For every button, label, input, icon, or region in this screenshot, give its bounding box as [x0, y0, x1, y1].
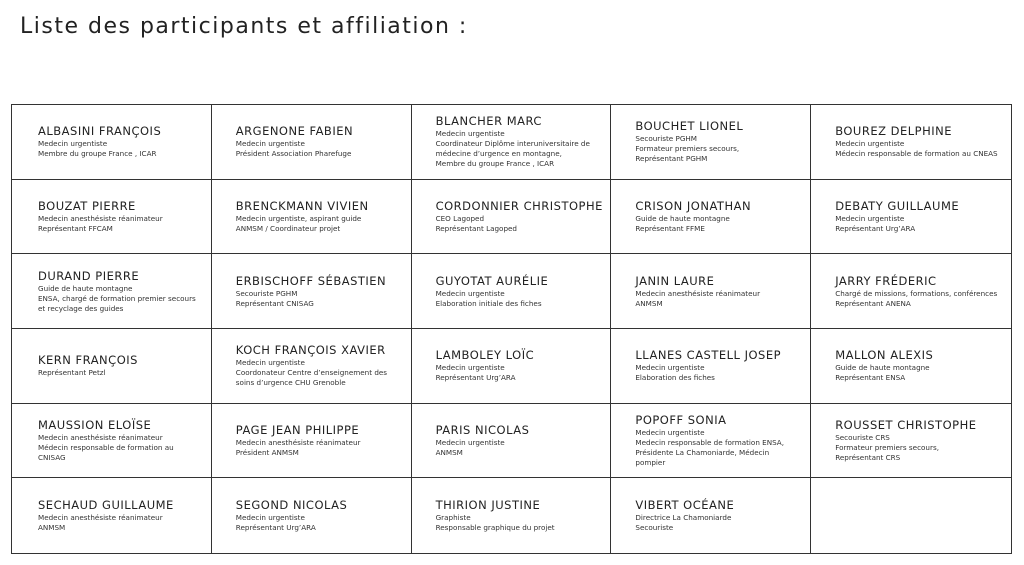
participant-affiliation: Medecin urgentiste [235, 358, 305, 368]
participant-affiliation: Medecin urgentiste [635, 363, 705, 373]
participant-affiliation: Représentant CRS [835, 452, 901, 462]
participant-name: SECHAUD GUILLAUME [38, 498, 174, 513]
participant-affiliation: Président Association Pharefuge [235, 149, 352, 159]
participant-affiliation: Medecin urgentiste [435, 129, 505, 139]
participant-affiliation: Représentant Urg’ARA [435, 373, 516, 383]
participant-affiliation: Guide de haute montagne [635, 213, 730, 223]
participant-cell [212, 478, 412, 553]
participant-affiliation: Représentant Urg’ARA [235, 523, 316, 533]
participant-affiliation: Medecin urgentiste [435, 437, 505, 447]
participant-name: MALLON ALEXIS [835, 348, 934, 363]
participant-name: CORDONNIER CHRISTOPHE [435, 198, 603, 213]
participant-affiliation: Guide de haute montagne [835, 363, 930, 373]
participant-affiliation: Elaboration des fiches [635, 373, 715, 383]
participant-name: ERBISCHOFF SÉBASTIEN [235, 273, 387, 288]
participant-name: LLANES CASTELL JOSEP [635, 348, 782, 363]
participant-affiliation: CEO Lagoped [435, 213, 485, 223]
participant-affiliation: Medecin urgentiste [435, 288, 505, 298]
participant-affiliation: ANMSM [635, 298, 663, 308]
participant-cell [611, 105, 811, 180]
participant-cell [412, 404, 612, 479]
participant-affiliation: Secouriste [635, 523, 674, 533]
participant-affiliation: Medecin urgentiste [38, 139, 108, 149]
participant-name: GUYOTAT AURÉLIE [435, 273, 549, 288]
participant-cell [412, 105, 612, 180]
participant-name: SEGOND NICOLAS [235, 498, 348, 513]
participant-name: BOUZAT PIERRE [38, 198, 136, 213]
participant-affiliation: Medecin urgentiste [435, 363, 505, 373]
participant-name: PARIS NICOLAS [435, 422, 530, 437]
participant-affiliation: ANMSM / Coordinateur projet [235, 223, 341, 233]
participant-cell [12, 105, 212, 180]
participant-affiliation: Représentant ENSA [835, 373, 906, 383]
participant-name: BRENCKMANN VIVIEN [235, 198, 369, 213]
participant-cell [212, 329, 412, 404]
participant-affiliation: Coordinateur Diplôme interuniversitaire de médecine d’urgence en montagne, [435, 139, 590, 159]
participant-affiliation: Medecin anesthésiste réanimateur [38, 213, 163, 223]
participant-name: THIRION JUSTINE [435, 498, 541, 513]
participant-affiliation: ANMSM [435, 447, 463, 457]
page-title: Liste des participants et affiliation : [20, 14, 468, 39]
participant-cell [611, 404, 811, 479]
participant-affiliation: Guide de haute montagne [38, 283, 133, 293]
participant-cell [811, 180, 1011, 255]
participant-name: BOUCHET LIONEL [635, 119, 744, 134]
participant-affiliation: Représentant Lagoped [435, 223, 517, 233]
participant-cell [12, 404, 212, 479]
participant-name: DEBATY GUILLAUME [835, 198, 960, 213]
participant-affiliation: ANMSM [38, 523, 66, 533]
participant-affiliation: Représentant ANENA [835, 298, 911, 308]
participant-affiliation: Coordonateur Centre d’enseignement des soins d’urgence CHU Grenoble [235, 368, 388, 388]
participant-affiliation: Elaboration initiale des fiches [435, 298, 542, 308]
participant-affiliation: Représentant Urg’ARA [835, 223, 916, 233]
participant-name: ROUSSET CHRISTOPHE [835, 417, 977, 432]
participant-affiliation: Représentant PGHM [635, 154, 708, 164]
participant-affiliation: Secouriste PGHM [235, 288, 298, 298]
participant-name: VIBERT OCÉANE [635, 498, 735, 513]
participant-cell [212, 105, 412, 180]
participant-cell [412, 329, 612, 404]
participant-cell [611, 478, 811, 553]
participant-name: KOCH FRANÇOIS XAVIER [235, 343, 386, 358]
participant-affiliation: Medecin responsable de formation ENSA, [635, 437, 784, 447]
participant-name: POPOFF SONIA [635, 412, 727, 427]
participant-affiliation: Représentant Petzl [38, 368, 106, 378]
participant-cell [412, 254, 612, 329]
participant-affiliation: Secouriste CRS [835, 432, 890, 442]
participant-cell [811, 329, 1011, 404]
participant-affiliation: Secouriste PGHM [635, 134, 698, 144]
participant-affiliation: Medecin anesthésiste réanimateur [235, 437, 361, 447]
participant-name: BLANCHER MARC [435, 114, 542, 129]
participant-cell [212, 404, 412, 479]
participant-name: LAMBOLEY LOÏC [435, 348, 535, 363]
participant-name: ARGENONE FABIEN [235, 124, 354, 139]
participant-name: MAUSSION ELOÏSE [38, 417, 152, 432]
participant-name: ALBASINI FRANÇOIS [38, 124, 162, 139]
participant-cell [12, 329, 212, 404]
participant-affiliation: Graphiste [435, 513, 471, 523]
participant-cell [611, 329, 811, 404]
participant-cell [811, 105, 1011, 180]
participant-name: BOUREZ DELPHINE [835, 124, 953, 139]
participant-name: KERN FRANÇOIS [38, 353, 138, 368]
participant-affiliation: Président ANMSM [235, 447, 299, 457]
participant-affiliation: Représentant FFME [635, 223, 705, 233]
participant-affiliation: Médecin responsable de formation au CNEAS [835, 149, 998, 159]
participant-cell [611, 254, 811, 329]
participant-name: PAGE JEAN PHILIPPE [235, 422, 360, 437]
participant-cell [412, 478, 612, 553]
participant-affiliation: Medecin urgentiste, aspirant guide [235, 213, 362, 223]
participant-cell [12, 180, 212, 255]
participant-cell [212, 254, 412, 329]
participant-affiliation: ENSA, chargé de formation premier secours et recyclage des guides [38, 293, 196, 313]
empty-cell [811, 478, 1011, 553]
participant-affiliation: Medecin anesthésiste réanimateur [635, 288, 761, 298]
participant-cell [12, 478, 212, 553]
participant-affiliation: Représentant FFCAM [38, 223, 113, 233]
participant-cell [811, 254, 1011, 329]
participant-affiliation: Formateur premiers secours, [635, 144, 740, 154]
participant-affiliation: Chargé de missions, formations, conférences [835, 288, 998, 298]
participant-affiliation: Medecin urgentiste [235, 513, 305, 523]
participant-affiliation: Représentant CNISAG [235, 298, 314, 308]
participant-affiliation: Membre du groupe France , ICAR [38, 149, 157, 159]
participant-affiliation: Medecin urgentiste [835, 213, 905, 223]
participant-affiliation: Responsable graphique du projet [435, 523, 555, 533]
participant-name: JARRY FRÉDERIC [835, 273, 937, 288]
participant-affiliation: Medecin anesthésiste réanimateur [38, 432, 163, 442]
participant-affiliation: Formateur premiers secours, [835, 442, 939, 452]
participant-name: JANIN LAURE [635, 273, 715, 288]
participant-affiliation: Medecin urgentiste [835, 139, 905, 149]
participant-affiliation: Membre du groupe France , ICAR [435, 159, 555, 169]
participant-name: DURAND PIERRE [38, 268, 140, 283]
participant-cell [412, 180, 612, 255]
participant-affiliation: Présidente La Chamoniarde, Médecin pompier [635, 447, 770, 467]
participant-affiliation: Medecin urgentiste [235, 139, 305, 149]
participant-affiliation: Médecin responsable de formation au CNISAG [38, 442, 174, 462]
participants-table [11, 104, 1012, 554]
participant-cell [12, 254, 212, 329]
participant-affiliation: Directrice La Chamoniarde [635, 513, 732, 523]
participant-cell [212, 180, 412, 255]
participant-cell [611, 180, 811, 255]
participant-affiliation: Medecin anesthésiste réanimateur [38, 513, 163, 523]
participant-name: CRISON JONATHAN [635, 198, 752, 213]
participant-affiliation: Medecin urgentiste [635, 427, 705, 437]
participant-cell [811, 404, 1011, 479]
